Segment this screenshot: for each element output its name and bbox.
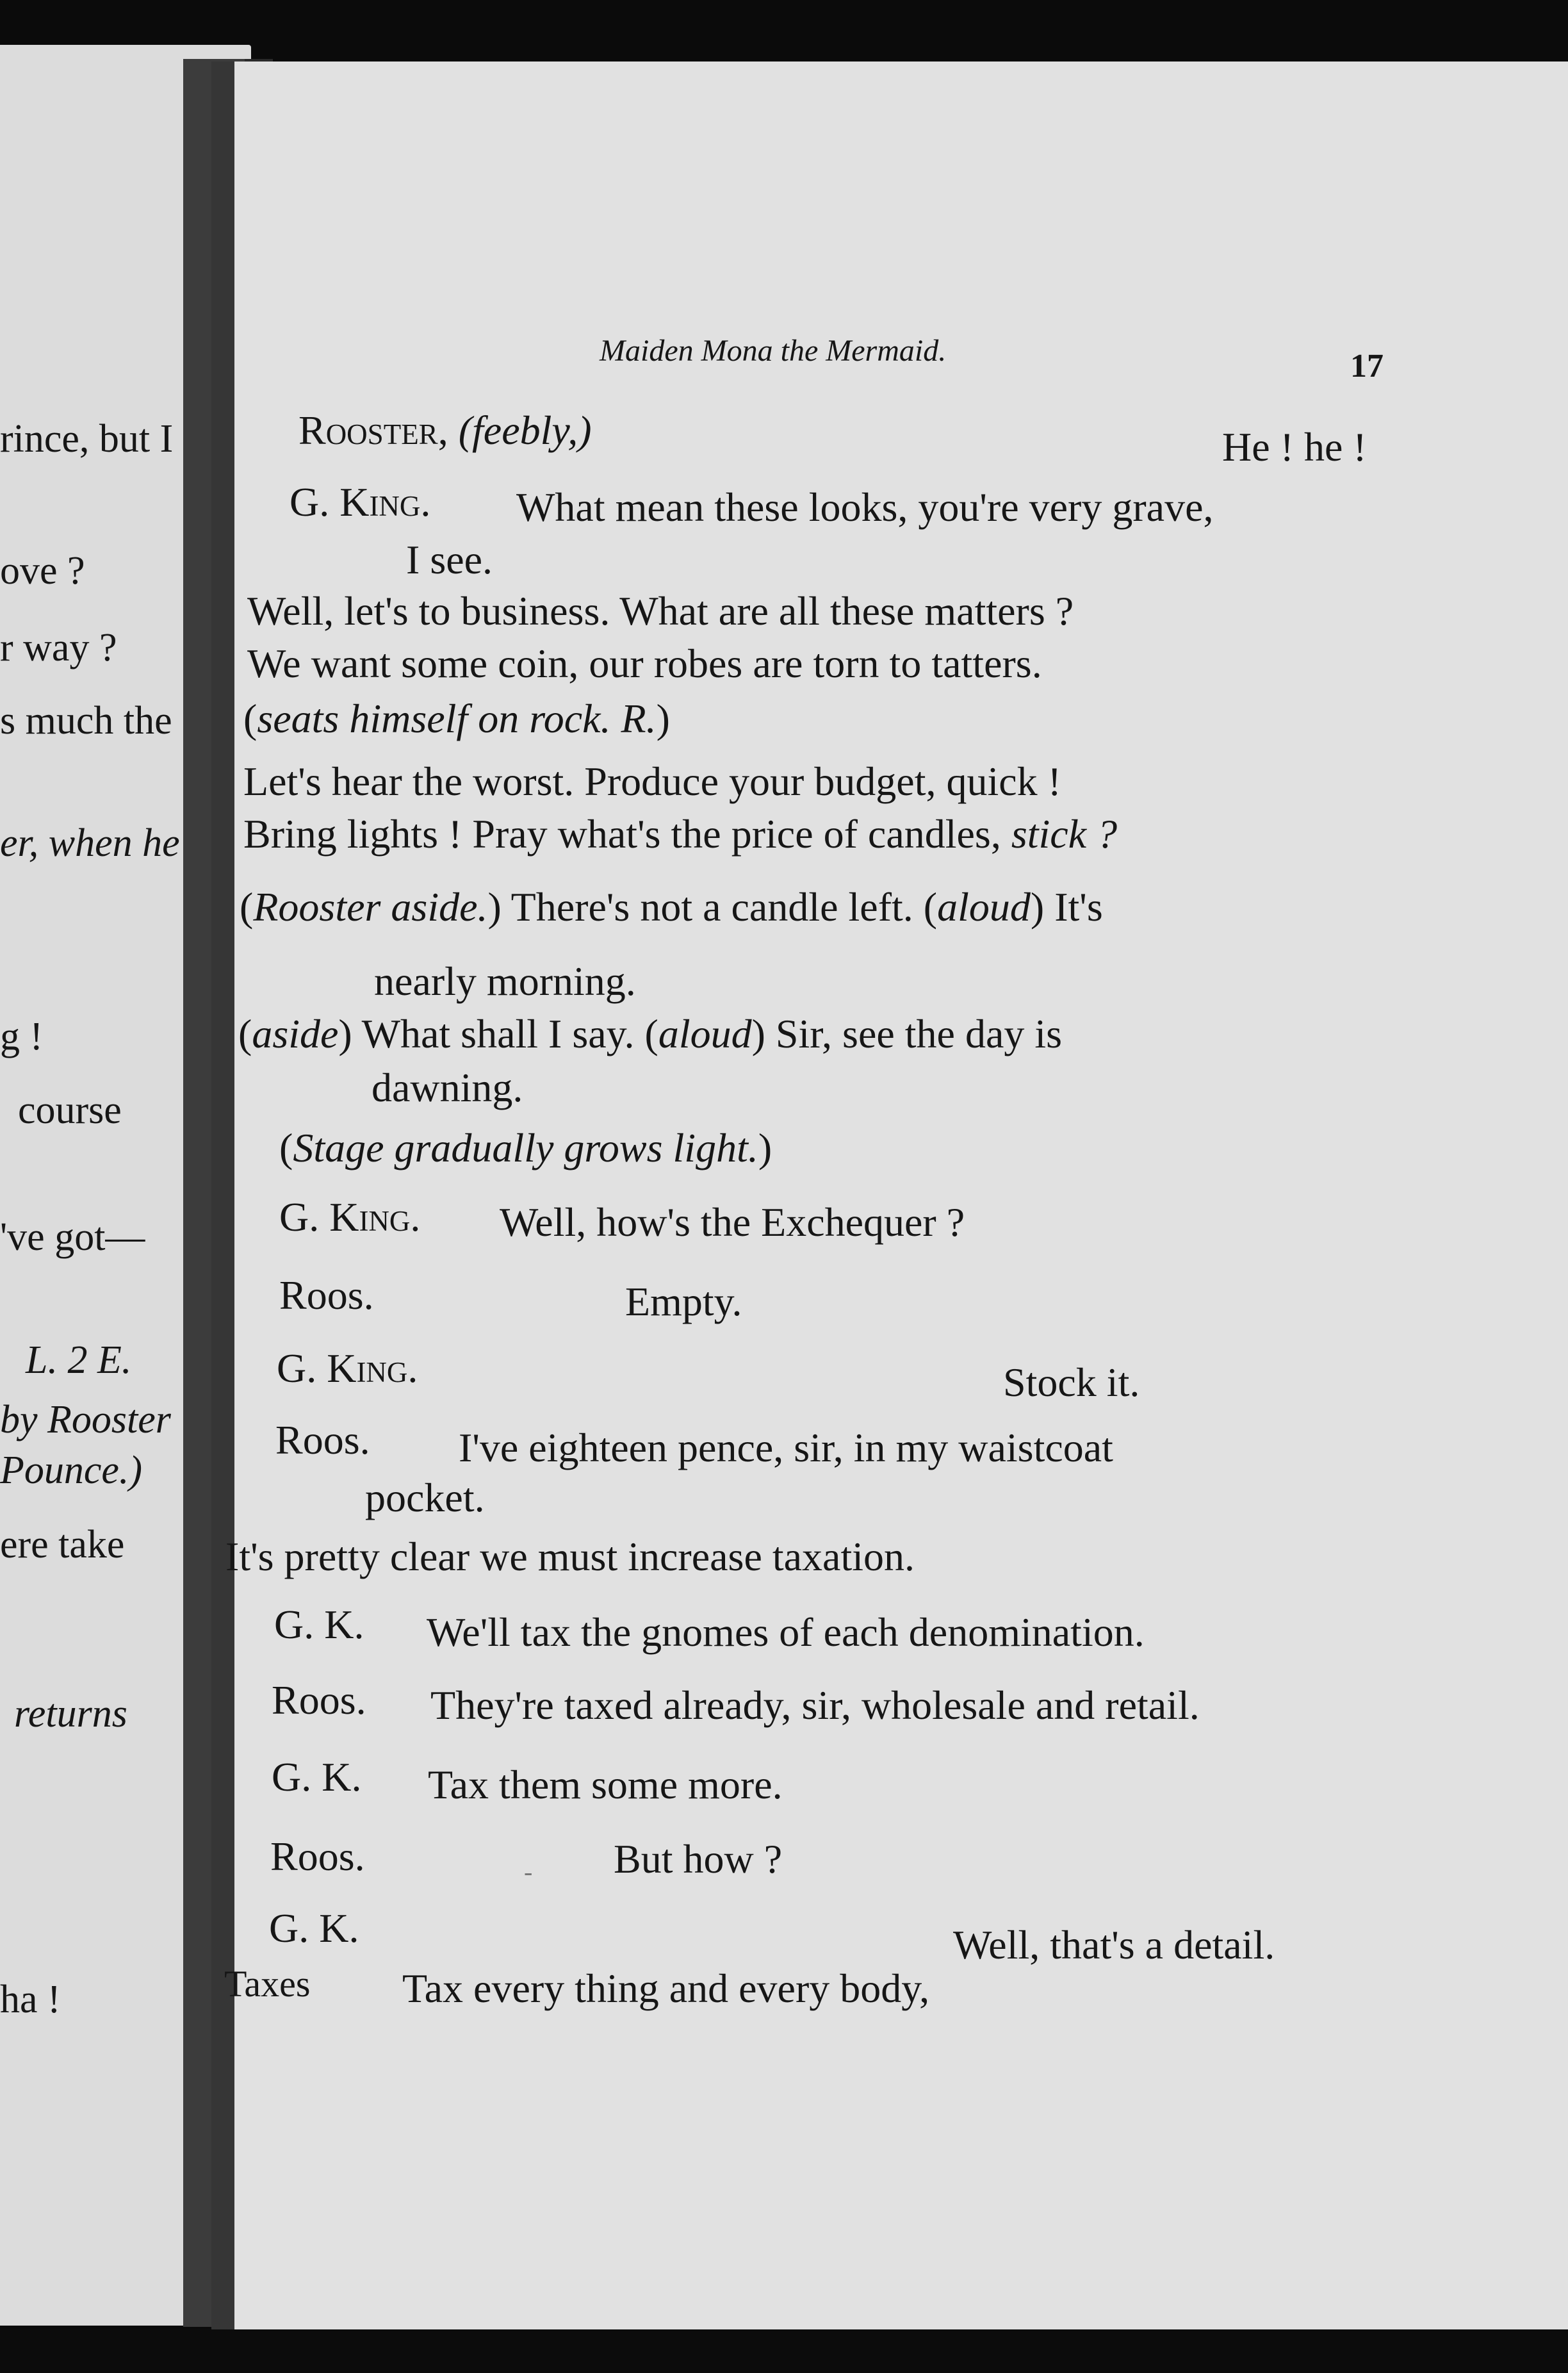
left-fragment: course bbox=[18, 1088, 122, 1132]
marginal-note: Taxes bbox=[224, 1963, 311, 2005]
page-number: 17 bbox=[1350, 348, 1384, 384]
left-fragment: ere take bbox=[0, 1523, 125, 1566]
stage-direction-line: (Stage gradually grows light.) bbox=[279, 1125, 772, 1170]
dialogue-text: They're taxed already, sir, wholesale and retail. bbox=[430, 1682, 1200, 1728]
speaker-name: G. K. bbox=[269, 1905, 359, 1951]
left-fragment: rince, but I bbox=[0, 417, 174, 461]
dialogue-text: He ! he ! bbox=[1222, 424, 1367, 470]
stage-direction-line: (seats himself on rock. R.) bbox=[243, 696, 670, 741]
left-fragment: L. 2 E. bbox=[26, 1338, 132, 1382]
dialogue-text: I've eighteen pence, sir, in my waistcoat bbox=[459, 1425, 1113, 1470]
dialogue-text: Empty. bbox=[625, 1279, 742, 1324]
speaker-name: G. K. bbox=[272, 1754, 362, 1800]
ink-mark: - bbox=[524, 1857, 533, 1886]
speaker-name: Roos. bbox=[275, 1417, 370, 1463]
left-fragment: 've got— bbox=[0, 1215, 145, 1259]
speaker-name: Roos. bbox=[270, 1834, 365, 1879]
dialogue-text: We'll tax the gnomes of each denomination. bbox=[427, 1609, 1145, 1655]
left-fragment: returns bbox=[14, 1692, 127, 1736]
stage-direction: (feebly,) bbox=[458, 407, 592, 453]
dialogue-text: Stock it. bbox=[1003, 1359, 1140, 1405]
left-fragment: Pounce.) bbox=[0, 1449, 143, 1492]
stage-direction: Stage gradually grows light. bbox=[293, 1125, 758, 1170]
dialogue-line: (aside) What shall I say. (aloud) Sir, see the day is bbox=[238, 1011, 1063, 1056]
left-fragment: g ! bbox=[0, 1015, 44, 1058]
left-fragment: ove ? bbox=[0, 549, 85, 593]
dialogue-text: Well, how's the Exchequer ? bbox=[500, 1199, 965, 1245]
dialogue-text: Well, let's to business. What are all these matters ? bbox=[247, 588, 1074, 634]
stage-direction: seats himself on rock. R. bbox=[257, 696, 657, 741]
speaker-name: Roos. bbox=[279, 1272, 374, 1318]
dialogue-text: Tax them some more. bbox=[428, 1762, 783, 1807]
dialogue-text: What mean these looks, you're very grave, bbox=[516, 484, 1214, 530]
dialogue-text: But how ? bbox=[614, 1836, 783, 1882]
scan-border bbox=[0, 2329, 1568, 2373]
dialogue-text: Let's hear the worst. Produce your budget, quick ! bbox=[243, 759, 1061, 804]
left-fragment: s much the bbox=[0, 699, 172, 743]
left-fragment: ha ! bbox=[0, 1978, 61, 2021]
left-fragment: r way ? bbox=[0, 626, 117, 669]
speaker-name: G. King. bbox=[290, 479, 431, 525]
speaker-name: Roos. bbox=[272, 1677, 366, 1723]
dialogue-line: (Rooster aside.) There's not a candle left. (aloud) It's bbox=[240, 884, 1103, 930]
dialogue-text: Tax every thing and every body, bbox=[402, 1966, 930, 2011]
dialogue-line: Bring lights ! Pray what's the price of candles, stick ? bbox=[243, 811, 1118, 857]
dialogue-text: I see. bbox=[406, 537, 493, 582]
dialogue-line bbox=[298, 407, 592, 453]
dialogue-text: pocket. bbox=[365, 1475, 485, 1520]
speaker-name: G. K. bbox=[274, 1602, 364, 1647]
speaker-name: G. King. bbox=[277, 1345, 418, 1391]
dialogue-text: nearly morning. bbox=[374, 958, 636, 1004]
dialogue-text: dawning. bbox=[372, 1065, 523, 1110]
speaker-name: Rooster, bbox=[298, 407, 459, 453]
left-fragment: er, when he bbox=[0, 821, 180, 865]
left-fragment: by Rooster bbox=[0, 1398, 171, 1441]
running-head: Maiden Mona the Mermaid. bbox=[600, 334, 947, 368]
speaker-name: G. King. bbox=[279, 1194, 421, 1240]
dialogue-text: We want some coin, our robes are torn to tatters. bbox=[247, 641, 1042, 686]
dialogue-text: It's pretty clear we must increase taxation. bbox=[225, 1534, 915, 1579]
dialogue-text: Well, that's a detail. bbox=[953, 1922, 1275, 1967]
